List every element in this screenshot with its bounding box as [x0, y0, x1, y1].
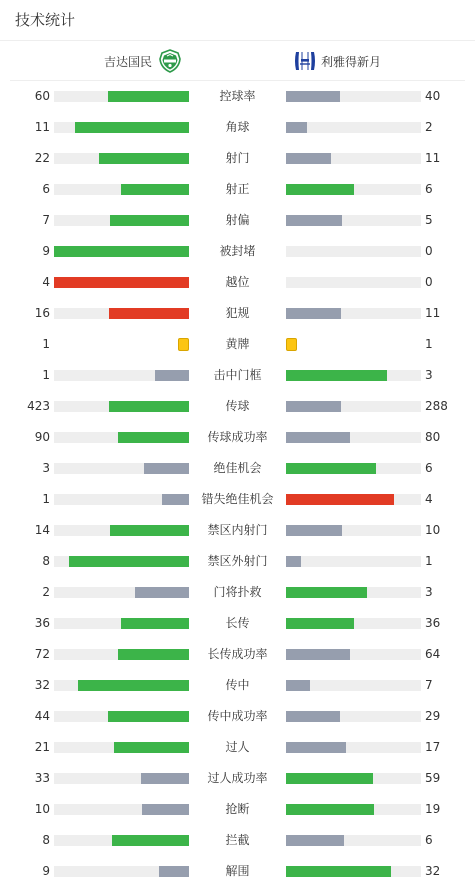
away-bar-track	[286, 215, 421, 226]
home-value: 22	[34, 151, 50, 165]
away-bar-track	[286, 153, 421, 164]
home-bar-fill	[114, 742, 189, 753]
stat-label: 绝佳机会	[213, 461, 262, 475]
away-value: 288	[425, 399, 448, 413]
home-bar-track	[54, 649, 189, 660]
home-value: 32	[34, 678, 50, 692]
away-bar-fill	[286, 91, 340, 102]
stat-row	[0, 856, 475, 887]
stat-label: 射门	[225, 151, 250, 165]
home-value: 60	[34, 89, 50, 103]
away-bar-track	[286, 401, 421, 412]
away-value: 0	[425, 275, 433, 289]
stat-row	[0, 422, 475, 453]
home-bar-fill	[78, 680, 189, 691]
away-value: 0	[425, 244, 433, 258]
stat-label: 长传成功率	[207, 647, 268, 661]
stat-row	[0, 670, 475, 701]
away-value: 3	[425, 585, 433, 599]
stat-row	[0, 546, 475, 577]
home-bar-track	[54, 370, 189, 381]
stat-label: 控球率	[219, 89, 256, 103]
home-bar-fill	[54, 277, 189, 288]
stat-row	[0, 794, 475, 825]
stat-row	[0, 360, 475, 391]
stat-label: 禁区外射门	[207, 554, 268, 568]
stat-row	[0, 267, 475, 298]
home-value: 36	[34, 616, 50, 630]
home-bar-track	[54, 246, 189, 257]
away-bar-track	[286, 649, 421, 660]
away-value: 3	[425, 368, 433, 382]
away-bar-track	[286, 618, 421, 629]
home-bar-fill	[118, 432, 189, 443]
away-value: 19	[425, 802, 441, 816]
home-value: 423	[27, 399, 50, 413]
stats-list	[0, 81, 475, 887]
home-value: 16	[34, 306, 50, 320]
team-header	[10, 41, 465, 81]
yellow-card-icon	[178, 338, 189, 351]
home-bar-fill	[99, 153, 189, 164]
stat-row	[0, 143, 475, 174]
home-bar-track	[54, 122, 189, 133]
home-team-name: 吉达国民	[103, 54, 152, 69]
away-bar-track	[286, 866, 421, 877]
home-bar-track	[54, 277, 189, 288]
home-bar-track	[54, 494, 189, 505]
home-bar-track	[54, 215, 189, 226]
home-value: 33	[34, 771, 50, 785]
away-value: 80	[425, 430, 441, 444]
yellow-card-icon	[286, 338, 297, 351]
away-value: 6	[425, 461, 433, 475]
home-bar-fill	[109, 308, 189, 319]
home-bar-fill	[121, 618, 189, 629]
away-bar-track	[286, 835, 421, 846]
away-bar-track	[286, 711, 421, 722]
home-value: 1	[42, 337, 50, 351]
stat-label: 越位	[225, 275, 250, 289]
home-value: 21	[34, 740, 50, 754]
home-bar-track	[54, 804, 189, 815]
home-value: 6	[42, 182, 50, 196]
home-bar-fill	[162, 494, 189, 505]
stat-row	[0, 763, 475, 794]
home-bar-fill	[54, 246, 189, 257]
home-bar-track	[54, 680, 189, 691]
away-value: 17	[425, 740, 441, 754]
away-bar-track	[286, 370, 421, 381]
away-bar-track	[286, 525, 421, 536]
stat-label: 黄牌	[225, 337, 250, 351]
stat-label: 传中	[225, 678, 250, 692]
away-value: 2	[425, 120, 433, 134]
stat-label: 传中成功率	[207, 709, 268, 723]
home-bar-fill	[121, 184, 189, 195]
away-bar-fill	[286, 587, 367, 598]
stat-row	[0, 205, 475, 236]
home-bar-fill	[142, 804, 189, 815]
away-value: 6	[425, 182, 433, 196]
al-ahli-crest-icon	[158, 49, 182, 73]
home-bar-track	[54, 308, 189, 319]
away-value: 10	[425, 523, 441, 537]
away-value: 4	[425, 492, 433, 506]
away-value: 32	[425, 864, 441, 878]
away-bar-fill	[286, 308, 341, 319]
away-bar-track	[286, 587, 421, 598]
away-bar-fill	[286, 184, 354, 195]
home-bar-track	[54, 401, 189, 412]
stat-label: 错失绝佳机会	[201, 492, 274, 506]
away-bar-fill	[286, 649, 350, 660]
home-value: 10	[34, 802, 50, 816]
away-bar-fill	[286, 122, 307, 133]
home-bar-fill	[110, 525, 189, 536]
home-bar-track	[54, 711, 189, 722]
stat-row	[0, 453, 475, 484]
stat-label: 拦截	[225, 833, 250, 847]
away-value: 11	[425, 151, 441, 165]
home-value: 14	[34, 523, 50, 537]
stat-label: 门将扑救	[213, 585, 262, 599]
away-value: 29	[425, 709, 441, 723]
away-bar-track	[286, 773, 421, 784]
stat-row	[0, 825, 475, 856]
stat-row	[0, 174, 475, 205]
away-bar-track	[286, 308, 421, 319]
home-value: 1	[42, 492, 50, 506]
stat-row	[0, 577, 475, 608]
stat-label: 长传	[225, 616, 250, 630]
away-value: 1	[425, 337, 433, 351]
home-value: 72	[34, 647, 50, 661]
home-bar-fill	[108, 711, 189, 722]
home-bar-track	[54, 91, 189, 102]
away-value: 6	[425, 833, 433, 847]
away-value: 36	[425, 616, 441, 630]
home-bar-fill	[159, 866, 189, 877]
stat-row	[0, 732, 475, 763]
stat-label: 击中门框	[213, 368, 262, 382]
away-bar-fill	[286, 463, 376, 474]
home-bar-track	[54, 463, 189, 474]
away-bar-fill	[286, 804, 374, 815]
away-bar-fill	[286, 153, 331, 164]
away-value: 11	[425, 306, 441, 320]
home-value: 11	[34, 120, 50, 134]
stat-row	[0, 701, 475, 732]
stat-row	[0, 112, 475, 143]
stat-label: 被封堵	[219, 244, 256, 258]
away-bar-track	[286, 742, 421, 753]
home-bar-track	[54, 866, 189, 877]
stat-label: 射偏	[225, 213, 250, 227]
home-bar-fill	[141, 773, 189, 784]
home-bar-track	[54, 432, 189, 443]
home-bar-fill	[75, 122, 189, 133]
away-bar-fill	[286, 866, 391, 877]
away-bar-fill	[286, 494, 394, 505]
away-value: 40	[425, 89, 441, 103]
away-bar-track	[286, 680, 421, 691]
home-value: 9	[42, 864, 50, 878]
home-bar-track	[54, 556, 189, 567]
home-bar-fill	[69, 556, 189, 567]
home-value: 2	[42, 585, 50, 599]
home-value: 1	[42, 368, 50, 382]
home-value: 4	[42, 275, 50, 289]
away-bar-track	[286, 277, 421, 288]
home-bar-fill	[112, 835, 189, 846]
stat-label: 射正	[225, 182, 250, 196]
stat-label: 抢断	[225, 802, 250, 816]
stat-label: 犯规	[225, 306, 250, 320]
stat-label: 解围	[225, 864, 250, 878]
away-bar-fill	[286, 742, 346, 753]
away-team-name: 利雅得新月	[321, 54, 382, 69]
home-bar-track	[54, 835, 189, 846]
stat-row	[0, 298, 475, 329]
away-bar-track	[286, 432, 421, 443]
stat-row	[0, 608, 475, 639]
away-bar-fill	[286, 215, 342, 226]
away-value: 64	[425, 647, 441, 661]
away-bar-fill	[286, 370, 387, 381]
away-value: 5	[425, 213, 433, 227]
home-value: 8	[42, 833, 50, 847]
away-bar-fill	[286, 618, 354, 629]
home-bar-track	[54, 525, 189, 536]
away-value: 1	[425, 554, 433, 568]
home-value: 7	[42, 213, 50, 227]
away-team[interactable]	[293, 49, 381, 73]
home-bar-fill	[135, 587, 189, 598]
stat-row	[0, 484, 475, 515]
home-value: 90	[34, 430, 50, 444]
away-bar-track	[286, 494, 421, 505]
stat-row	[0, 329, 475, 360]
home-bar-track	[54, 587, 189, 598]
away-bar-fill	[286, 556, 301, 567]
away-bar-fill	[286, 401, 341, 412]
stat-row	[0, 639, 475, 670]
home-bar-fill	[108, 91, 189, 102]
home-bar-track	[54, 184, 189, 195]
away-bar-track	[286, 91, 421, 102]
home-bar-fill	[109, 401, 189, 412]
page-title: 技术统计	[15, 11, 76, 29]
away-bar-fill	[286, 680, 310, 691]
home-team[interactable]	[104, 49, 182, 73]
away-bar-track	[286, 122, 421, 133]
away-bar-fill	[286, 835, 344, 846]
home-bar-fill	[155, 370, 189, 381]
away-value: 59	[425, 771, 441, 785]
away-bar-track	[286, 804, 421, 815]
away-bar-track	[286, 184, 421, 195]
stat-label: 过人	[225, 740, 250, 754]
home-bar-track	[54, 773, 189, 784]
home-bar-track	[54, 618, 189, 629]
stat-row	[0, 236, 475, 267]
home-bar-fill	[118, 649, 189, 660]
away-bar-fill	[286, 432, 350, 443]
al-hilal-crest-icon	[293, 49, 317, 73]
home-bar-fill	[110, 215, 189, 226]
home-value: 3	[42, 461, 50, 475]
home-value: 44	[34, 709, 50, 723]
stat-label: 角球	[225, 120, 250, 134]
away-value: 7	[425, 678, 433, 692]
away-bar-fill	[286, 773, 373, 784]
home-bar-track	[54, 153, 189, 164]
away-bar-track	[286, 463, 421, 474]
home-bar-fill	[144, 463, 189, 474]
away-bar-fill	[286, 711, 340, 722]
stat-row	[0, 81, 475, 112]
away-bar-fill	[286, 525, 342, 536]
stat-label: 禁区内射门	[207, 523, 268, 537]
home-value: 9	[42, 244, 50, 258]
stat-row	[0, 515, 475, 546]
stat-row	[0, 391, 475, 422]
away-bar-track	[286, 556, 421, 567]
away-bar-track	[286, 246, 421, 257]
stat-label: 传球成功率	[207, 430, 268, 444]
home-bar-track	[54, 742, 189, 753]
home-value: 8	[42, 554, 50, 568]
stat-label: 过人成功率	[207, 771, 268, 785]
stat-label: 传球	[225, 399, 250, 413]
